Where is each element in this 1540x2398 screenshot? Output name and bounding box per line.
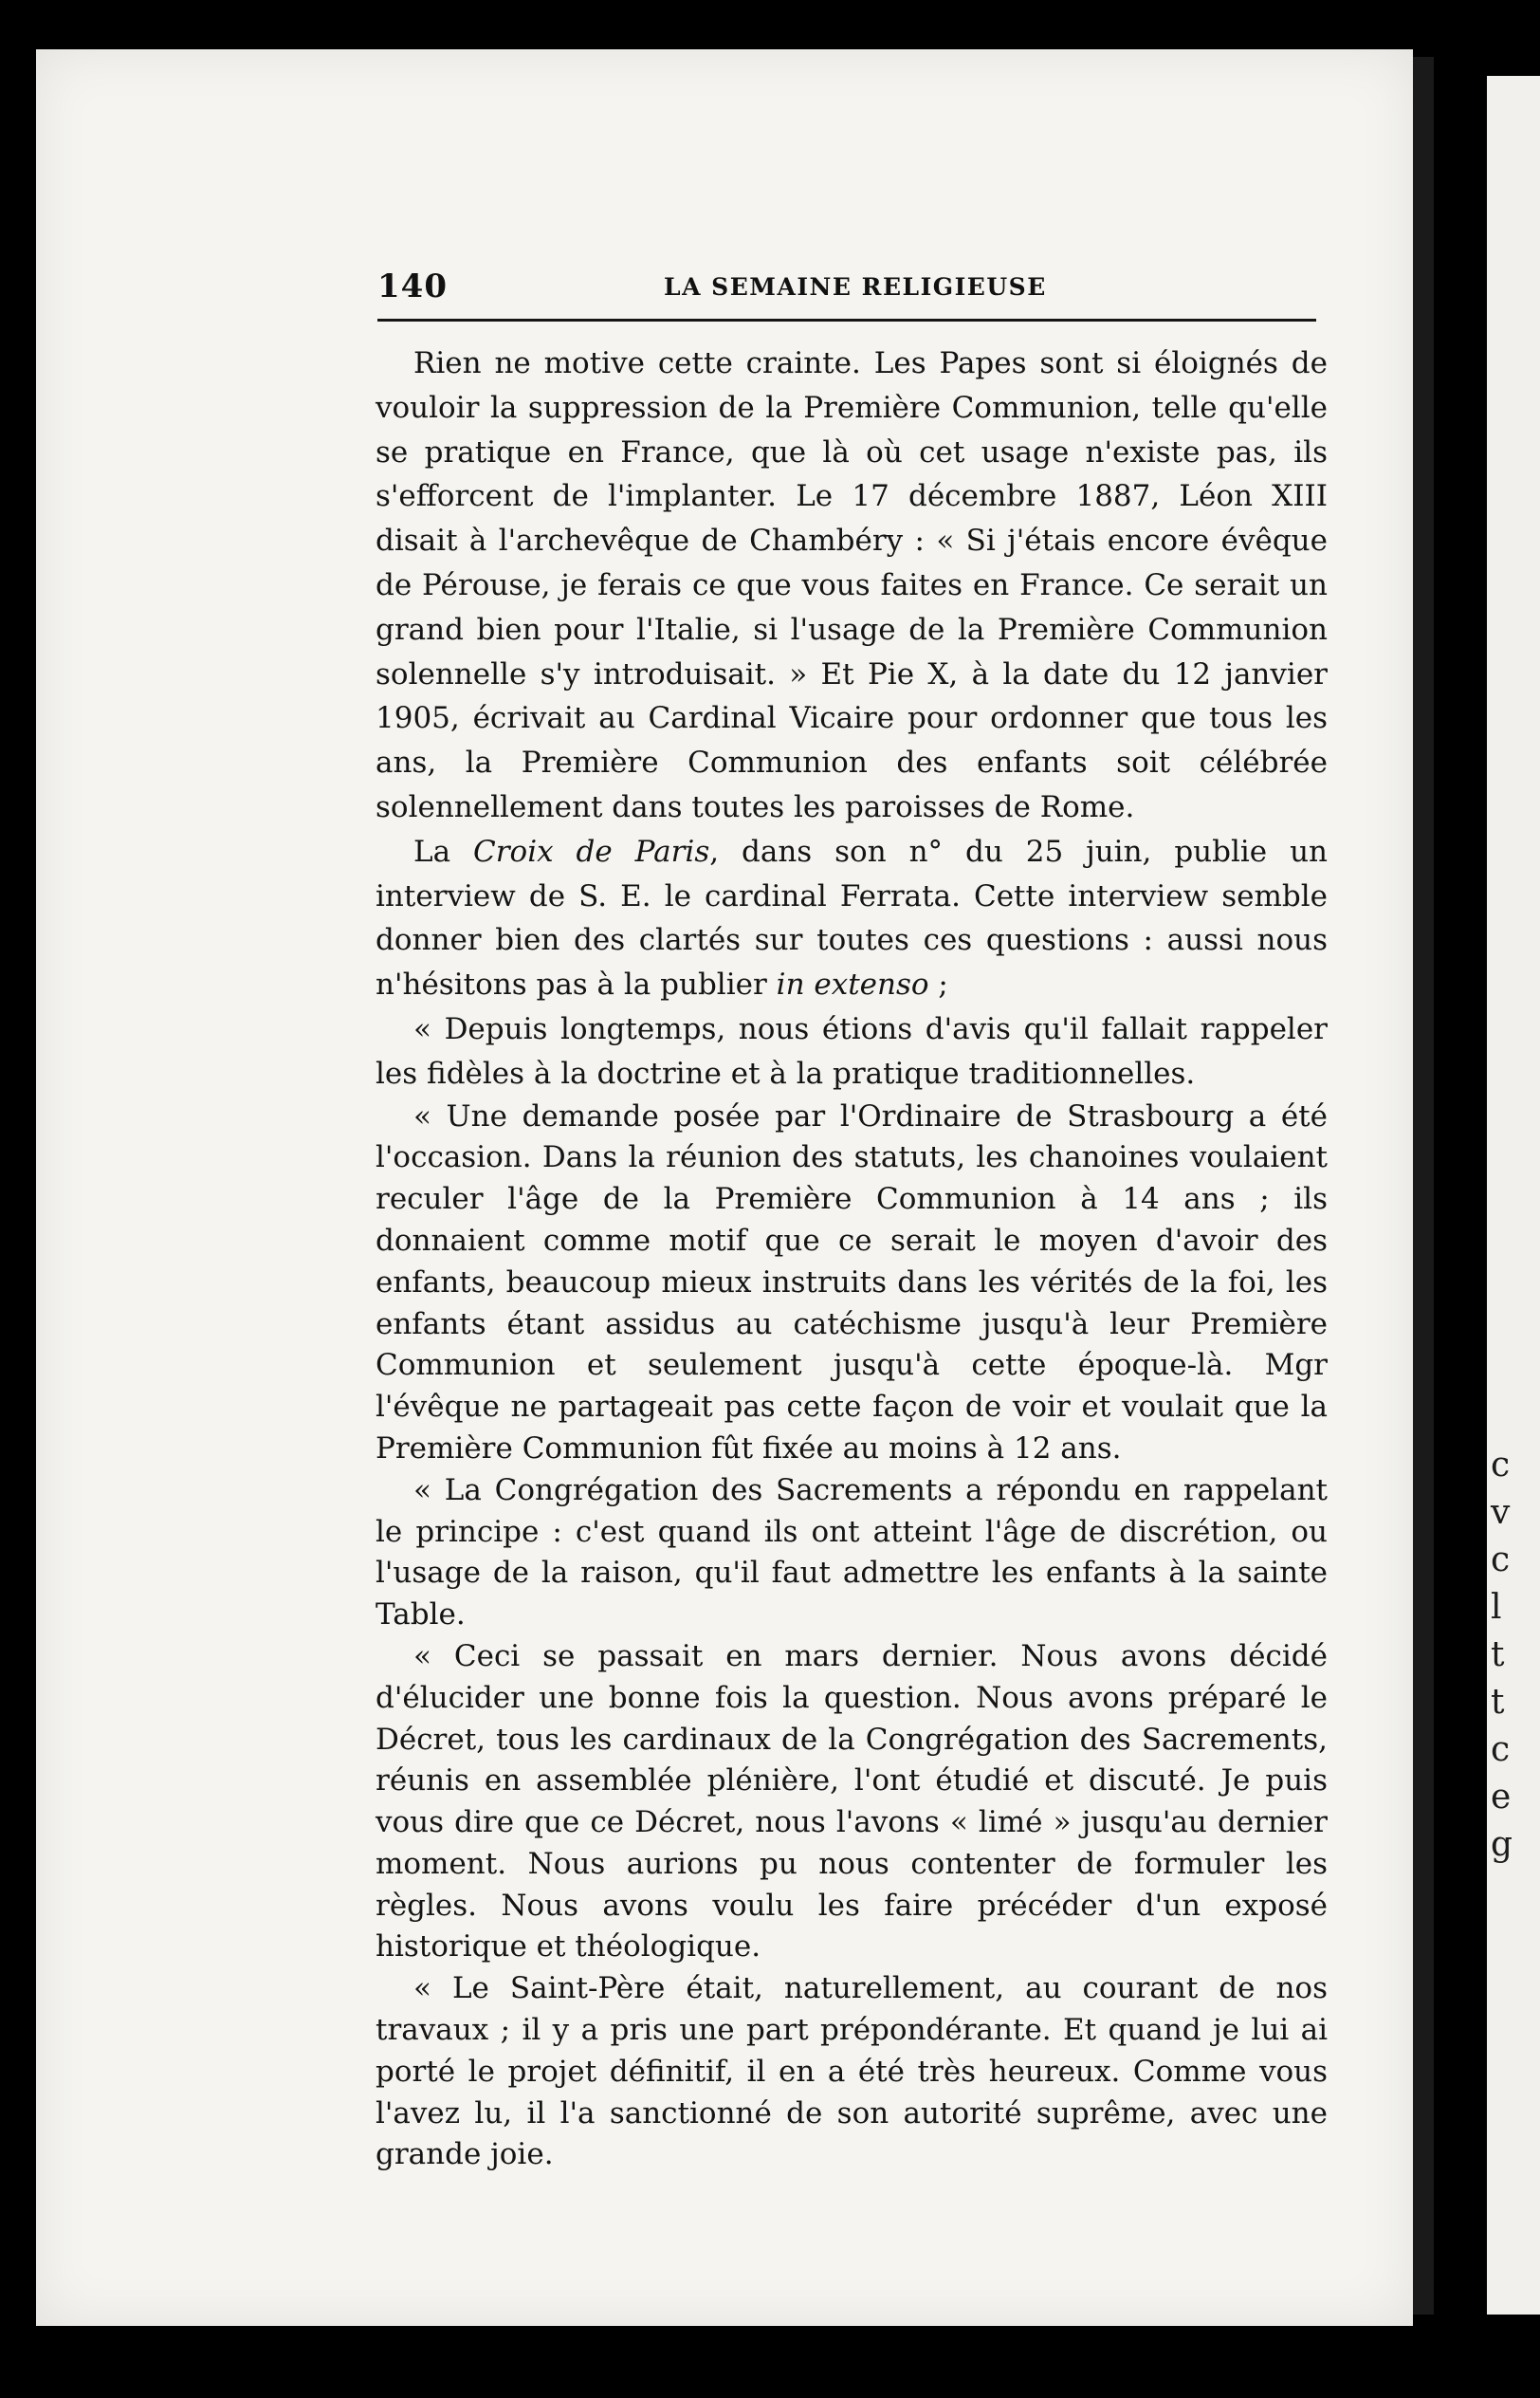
italic-phrase: in extenso xyxy=(776,968,929,1003)
adjacent-letter: c xyxy=(1491,1540,1511,1579)
paragraph-text: Rien ne motive cette crainte. Les Papes sont si éloignés de vouloir la suppression de la Première Communion, telle qu'elle se pratique en France, que là où cet usage n'existe pas, ils s'efforcent de l'implanter. Le 17 décembre 1887, Léon XIII disait à l'archevêque de Chambéry : « Si j'étais encore évêque de Pérouse, je ferais ce que vous faites en France. Ce serait un grand bien pour l'Italie, si l'usage de la Première Communion solennelle s'y introduisait. » Et Pie X, à la date du 12 janvier 1905, écrivait au Cardinal Vicaire pour ordonner que tous les ans, la Première Communion des enfants soit célébrée solennellement dans toutes les paroisses de Rome. xyxy=(376,346,1328,824)
page-number: 140 xyxy=(377,267,448,305)
paragraph-text: « La Congrégation des Sacrements a répondu en rappelant le principe : c'est quand ils ont atteint l'âge de discrétion, ou l'usage de la raison, qu'il faut admettre les enfants à la sainte Table. xyxy=(376,1472,1328,1632)
paragraph xyxy=(376,1636,1328,1968)
adjacent-letter: c xyxy=(1491,1730,1511,1769)
italic-title: Croix de Paris xyxy=(473,834,710,869)
paragraph xyxy=(376,1097,1328,1470)
adjacent-letter: v xyxy=(1491,1493,1511,1532)
paragraph-text: « Une demande posée par l'Ordinaire de Strasbourg a été l'occasion. Dans la réunion des statuts, les chanoines voulaient reculer l'âge de la Première Communion à 14 ans ; ils donnaient comme motif que ce serait le moyen d'avoir des enfants, beaucoup mieux instruits dans les vérités de la foi, les enfants étant assidus au catéchisme jusqu'à leur Première Communion et seulement jusqu'à cette époque-là. Mgr l'évêque ne partageait pas cette façon de voir et voulait que la Première Communion fût fixée au moins à 12 ans. xyxy=(376,1098,1328,1466)
adjacent-letter: t xyxy=(1491,1683,1505,1722)
header-rule xyxy=(377,319,1316,322)
paragraph xyxy=(376,1007,1328,1097)
paragraph-text: ; xyxy=(928,968,948,1003)
adjacent-page-letters xyxy=(1491,1442,1540,1869)
quoted-section xyxy=(376,1097,1328,2177)
body-text xyxy=(376,341,1328,2176)
adjacent-page-edge xyxy=(1487,76,1540,2315)
paragraph xyxy=(376,1470,1328,1636)
adjacent-letter: e xyxy=(1491,1778,1512,1817)
paragraph xyxy=(376,1968,1328,2176)
paragraph-text: « Depuis longtemps, nous étions d'avis qu'il fallait rappeler les fidèles à la doctrine et à la pratique traditionnelles. xyxy=(376,1011,1328,1091)
page-gutter-shadow xyxy=(1413,57,1434,2315)
adjacent-letter: c xyxy=(1491,1446,1511,1485)
adjacent-letter: t xyxy=(1491,1635,1505,1674)
paragraph xyxy=(376,341,1328,830)
paragraph xyxy=(376,830,1328,1007)
adjacent-letter: g xyxy=(1491,1825,1513,1864)
paragraph-text: La xyxy=(413,834,473,869)
page-header xyxy=(377,262,1318,319)
running-title: LA SEMAINE RELIGIEUSE xyxy=(664,273,1047,301)
paragraph-text: « Le Saint-Père était, naturellement, au courant de nos travaux ; il y a pris une part prépondérante. Et quand je lui ai porté le projet définitif, il en a été très heureux. Comme vous l'avez lu, il l'a sanctionné de son autorité suprême, avec une grande joie. xyxy=(376,1971,1328,2172)
paragraph-text: , dans son n° du 25 juin, publie un interview de S. E. le cardinal Ferrata. Cette interview semble donner bien des clartés sur toutes ces questions : aussi nous n'hésitons pas à la publier xyxy=(376,834,1329,1003)
adjacent-letter: l xyxy=(1491,1588,1502,1627)
paragraph-text: « Ceci se passait en mars dernier. Nous avons décidé d'élucider une bonne fois la question. Nous avons préparé le Décret, tous les cardinaux de la Congrégation des Sacrements, réunis en assemblée plénière, l'ont étudié et discuté. Je puis vous dire que ce Décret, nous l'avons « limé » jusqu'au dernier moment. Nous aurions pu nous contenter de formuler les règles. Nous avons voulu les faire précéder d'un exposé historique et théologique. xyxy=(376,1638,1328,1965)
